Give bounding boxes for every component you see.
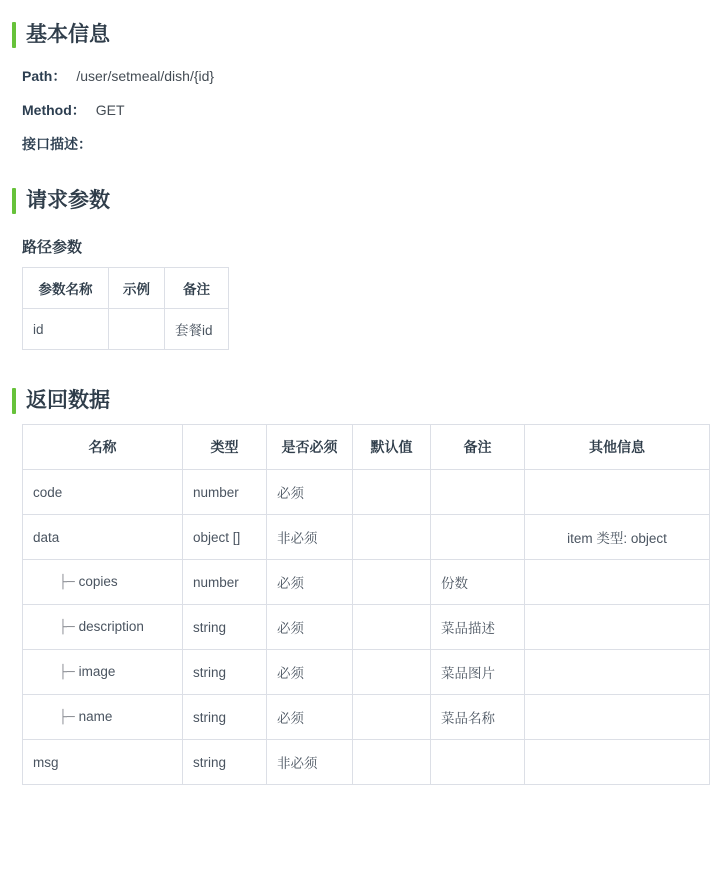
cell-name: [23, 470, 183, 515]
cell-required: 必须: [267, 470, 353, 515]
cell-remark: 菜品名称: [431, 695, 525, 740]
cell-type: number: [183, 560, 267, 605]
cell-default: [353, 470, 431, 515]
cell-name: [23, 740, 183, 785]
tree-branch-icon: ├─: [59, 620, 75, 635]
description-label: 接口描述：: [22, 136, 92, 152]
method-line: [22, 100, 698, 120]
cell-required: 非必须: [267, 740, 353, 785]
tree-indent: [33, 619, 144, 635]
field-name: image: [78, 664, 116, 679]
tree-branch-icon: ├─: [59, 575, 75, 590]
cell-remark: 套餐id: [165, 309, 229, 350]
cell-type: object []: [183, 515, 267, 560]
cell-remark: 菜品图片: [431, 650, 525, 695]
cell-name: [23, 650, 183, 695]
cell-other: [525, 650, 710, 695]
table-row: [23, 605, 710, 650]
cell-remark: [431, 740, 525, 785]
description-line: [22, 134, 698, 154]
sub-heading-path-params: 路径参数: [22, 239, 83, 256]
cell-other: [525, 470, 710, 515]
section-heading-basic-info: 基本信息: [12, 18, 698, 52]
table-row: [23, 309, 229, 350]
field-name: copies: [78, 574, 118, 589]
cell-remark: 份数: [431, 560, 525, 605]
tree-indent: [33, 709, 112, 725]
cell-param-name: id: [23, 309, 109, 350]
cell-other: [525, 605, 710, 650]
cell-name: [23, 515, 183, 560]
response-data-table: [22, 424, 710, 785]
column-header-required: 是否必须: [267, 425, 353, 470]
table-row: [23, 650, 710, 695]
section-heading-response-data: 返回数据: [12, 384, 698, 418]
tree-branch-icon: ├─: [59, 665, 75, 680]
column-header-type: 类型: [183, 425, 267, 470]
table-row: [23, 740, 710, 785]
column-header-default: 默认值: [353, 425, 431, 470]
section-heading-request-params: 请求参数: [12, 184, 698, 218]
field-name: description: [78, 619, 144, 634]
cell-required: 必须: [267, 560, 353, 605]
cell-remark: [431, 470, 525, 515]
table-header-row: [23, 425, 710, 470]
cell-type: string: [183, 605, 267, 650]
tree-indent: [33, 574, 118, 590]
cell-other: item 类型: object: [525, 515, 710, 560]
column-header-name: 名称: [23, 425, 183, 470]
cell-default: [353, 740, 431, 785]
cell-default: [353, 515, 431, 560]
cell-other: [525, 560, 710, 605]
method-label: Method：: [22, 102, 86, 118]
cell-default: [353, 560, 431, 605]
cell-name: [23, 605, 183, 650]
cell-type: string: [183, 695, 267, 740]
cell-remark: [431, 515, 525, 560]
cell-required: 必须: [267, 650, 353, 695]
cell-required: 非必须: [267, 515, 353, 560]
cell-type: string: [183, 740, 267, 785]
tree-branch-icon: ├─: [59, 710, 75, 725]
cell-example: [109, 309, 165, 350]
path-line: [22, 66, 698, 86]
path-params-table: [22, 267, 229, 350]
cell-other: [525, 740, 710, 785]
cell-required: 必须: [267, 605, 353, 650]
table-row: [23, 560, 710, 605]
cell-type: number: [183, 470, 267, 515]
cell-default: [353, 650, 431, 695]
cell-name: [23, 560, 183, 605]
method-value: GET: [95, 102, 125, 118]
cell-default: [353, 605, 431, 650]
table-row: [23, 695, 710, 740]
tree-indent: [33, 664, 115, 680]
cell-remark: 菜品描述: [431, 605, 525, 650]
table-row: [23, 515, 710, 560]
cell-name: [23, 695, 183, 740]
table-header-row: [23, 268, 229, 309]
cell-type: string: [183, 650, 267, 695]
column-header-other: 其他信息: [525, 425, 710, 470]
column-header-remark: 备注: [431, 425, 525, 470]
cell-other: [525, 695, 710, 740]
cell-default: [353, 695, 431, 740]
path-label: Path：: [22, 68, 67, 84]
table-row: [23, 470, 710, 515]
column-header-param-name: 参数名称: [23, 268, 109, 309]
column-header-remark: 备注: [165, 268, 229, 309]
column-header-example: 示例: [109, 268, 165, 309]
field-name: code: [33, 484, 63, 500]
field-name: msg: [33, 754, 59, 770]
field-name: data: [33, 529, 60, 545]
field-name: name: [78, 709, 113, 724]
path-value: /user/setmeal/dish/{id}: [76, 68, 215, 84]
cell-required: 必须: [267, 695, 353, 740]
